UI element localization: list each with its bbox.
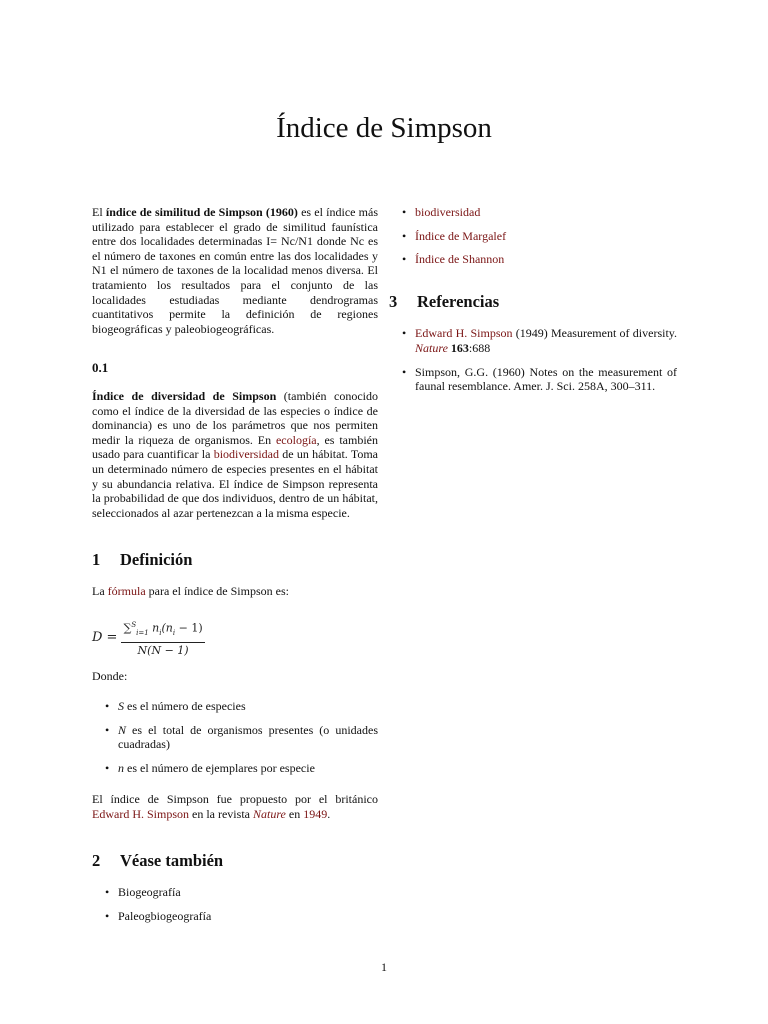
formula-denominator: N(N − 1) xyxy=(137,643,189,657)
formula-fraction xyxy=(121,618,204,658)
intro-text-rest: es el índice más utilizado para establecer el grado de similitud faunística entre dos localidades determinadas I= Nc/N1 donde Nc es el número de taxones en común entre las dos localidades y N1 el número de taxones de la localidad menos diversa. El tratamiento los resultados para el conjunto de las localidades estudiadas mediante dendrogramas cuantitativos permite la definición de regiones biogeográficas y paleobiogeográficas. xyxy=(92,205,379,336)
link-ref-nature[interactable]: Nature xyxy=(415,340,448,355)
intro-text-start: El xyxy=(92,205,106,219)
link-formula[interactable]: fórmula xyxy=(107,583,146,598)
right-column xyxy=(389,205,677,394)
closing-text-d: . xyxy=(327,807,331,822)
variable-symbol: n xyxy=(118,760,124,775)
link-indice-shannon[interactable]: Índice de Shannon xyxy=(415,252,505,267)
section-2-title: Véase también xyxy=(120,850,224,870)
sum-upper: S xyxy=(131,621,137,630)
section-1-heading xyxy=(92,550,378,570)
see-also-links xyxy=(389,205,677,267)
variable-list xyxy=(92,699,378,775)
link-nature[interactable]: Nature xyxy=(252,807,286,822)
reference-pages: :688 xyxy=(468,340,491,355)
diversity-bold-term: Índice de diversidad de Simpson xyxy=(92,388,277,403)
variable-symbol: S xyxy=(118,699,124,714)
reference-item xyxy=(389,326,677,355)
list-item xyxy=(92,699,378,714)
section-3-number: 3 xyxy=(389,291,398,311)
section-2-number: 2 xyxy=(92,850,101,870)
simpson-diversity-paragraph xyxy=(92,389,378,520)
variable-description: es el número de especies xyxy=(124,699,246,714)
variable-description: es el número de ejemplares por especie xyxy=(124,760,315,775)
section-1-number: 1 xyxy=(92,550,101,570)
left-column xyxy=(92,205,378,923)
list-item xyxy=(389,252,677,267)
link-biodiversidad-list[interactable]: biodiversidad xyxy=(415,205,481,219)
section-2-heading xyxy=(92,850,378,870)
list-item: • Paleogbiogeografía xyxy=(92,909,378,924)
formula-lhs: D = xyxy=(92,630,118,646)
donde-label: Donde: xyxy=(92,668,128,683)
list-item xyxy=(92,723,378,752)
formula-intro xyxy=(92,584,378,599)
numerator-tail: − 1) xyxy=(175,622,203,636)
closing-text-c: en xyxy=(285,807,304,822)
list-item xyxy=(389,205,677,220)
page-number: 1 xyxy=(381,960,387,974)
diversity-text-2: , es también usado para cuantificar la xyxy=(92,432,378,462)
intro-paragraph xyxy=(92,205,378,336)
section-3-heading xyxy=(389,291,677,311)
link-ref-edward-simpson[interactable]: Edward H. Simpson xyxy=(415,326,513,341)
numerator-n-sub: i xyxy=(159,629,162,638)
numerator-n: n xyxy=(152,622,160,636)
reference-item: • Simpson, G.G. (1960) Notes on the measurement of faunal resemblance. Amer. J. Sci. 258A, 300–311. xyxy=(389,365,677,394)
formula-intro-a: La xyxy=(92,583,108,598)
references-list xyxy=(389,326,677,393)
sum-symbol: ∑ xyxy=(123,622,132,636)
variable-description: es el total de organismos presentes (o unidades cuadradas) xyxy=(118,722,378,752)
diversity-text-3: de un hábitat. Toma un determinado número de especies presentes en el hábitat y su abundancia relativa. El índice de Simpson representa la probabilidad de que dos individuos, dentro de un hábitat, seleccionados al azar pertenezcan a la misma especie. xyxy=(92,447,379,520)
numerator-paren-sub: i xyxy=(172,629,176,638)
diversity-text-1: (también conocido como el índice de la diversidad de las especies o índice de dominancia) es uno de los parámetros que nos permiten medir la riqueza de organismos. En xyxy=(92,388,378,447)
section-1-title: Definición xyxy=(120,550,193,570)
sum-lower: i=1 xyxy=(136,629,149,638)
reference-volume: 163 xyxy=(447,340,469,355)
link-1949[interactable]: 1949 xyxy=(303,807,328,822)
variable-symbol: N xyxy=(118,722,127,737)
link-ecologia[interactable]: ecología xyxy=(275,432,317,447)
page-title: Índice de Simpson xyxy=(276,112,492,144)
list-item: • Biogeografía xyxy=(92,885,378,900)
closing-text-b: en la revista xyxy=(189,807,253,822)
link-edward-simpson[interactable]: Edward H. Simpson xyxy=(92,807,189,822)
section-0-1-heading: 0.1 xyxy=(92,360,109,376)
numerator-paren: (n xyxy=(161,622,173,636)
see-also-list xyxy=(92,885,378,923)
formula-intro-b: para el índice de Simpson es: xyxy=(145,583,289,598)
link-biodiversidad[interactable]: biodiversidad xyxy=(213,447,280,462)
reference-text: (1949) Measurement of diversity. xyxy=(512,326,678,341)
list-item xyxy=(389,229,677,244)
simpson-formula xyxy=(92,618,378,658)
link-indice-margalef[interactable]: Índice de Margalef xyxy=(415,228,507,243)
formula-numerator xyxy=(121,618,204,642)
intro-bold-term: índice de similitud de Simpson (1960) xyxy=(105,205,298,219)
section-3-title: Referencias xyxy=(417,291,500,311)
closing-text-a: El índice de Simpson fue propuesto por el británico xyxy=(92,792,378,807)
closing-paragraph xyxy=(92,792,378,821)
list-item xyxy=(92,761,378,776)
